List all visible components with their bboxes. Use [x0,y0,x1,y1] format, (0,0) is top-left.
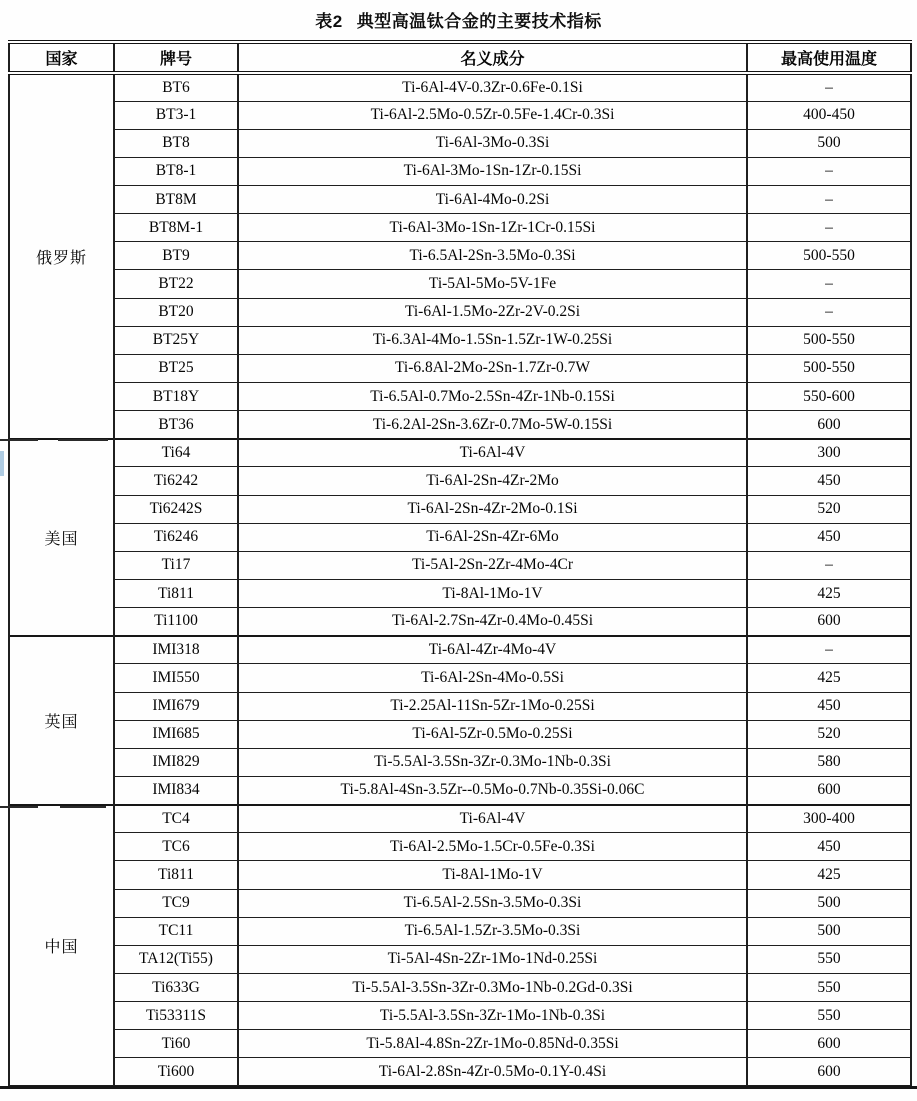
max-temp-cell: – [747,270,911,298]
table-row [9,974,911,1002]
grade-cell: BT25 [114,354,238,382]
country-cell: 中国 [9,805,114,1086]
max-temp-cell: – [747,186,911,214]
table-row [9,608,911,636]
col-header-country: 国家 [9,42,114,73]
composition-cell: Ti-8Al-1Mo-1V [238,861,747,889]
composition-cell: Ti-6Al-2Sn-4Zr-2Mo-0.1Si [238,495,747,523]
table-row [9,1058,911,1086]
table-row [9,748,911,776]
table-row [9,523,911,551]
composition-cell: Ti-5.8Al-4.8Sn-2Zr-1Mo-0.85Nd-0.35Si [238,1030,747,1058]
max-temp-cell: 500-550 [747,326,911,354]
max-temp-cell: 520 [747,720,911,748]
grade-cell: IMI550 [114,664,238,692]
table-row [9,383,911,411]
grade-cell: Ti64 [114,439,238,467]
table-title [0,7,917,32]
grade-cell: Ti811 [114,861,238,889]
max-temp-cell: 600 [747,1058,911,1086]
table-row [9,833,911,861]
table-row [9,73,911,101]
composition-cell: Ti-6Al-2.8Sn-4Zr-0.5Mo-0.1Y-0.4Si [238,1058,747,1086]
composition-cell: Ti-6.5Al-2Sn-3.5Mo-0.3Si [238,242,747,270]
max-temp-cell: – [747,73,911,101]
grade-cell: IMI679 [114,692,238,720]
max-temp-cell: 500-550 [747,242,911,270]
table-row [9,411,911,439]
table-row [9,777,911,805]
max-temp-cell: – [747,298,911,326]
col-header-grade: 牌号 [114,42,238,73]
header-row [9,42,911,73]
max-temp-cell: – [747,157,911,185]
country-cell: 俄罗斯 [9,73,114,439]
table-row [9,467,911,495]
composition-cell: Ti-6Al-2Sn-4Zr-2Mo [238,467,747,495]
composition-cell: Ti-6.5Al-0.7Mo-2.5Sn-4Zr-1Nb-0.15Si [238,383,747,411]
composition-cell: Ti-6.5Al-2.5Sn-3.5Mo-0.3Si [238,889,747,917]
grade-cell: BT18Y [114,383,238,411]
table-row [9,495,911,523]
composition-cell: Ti-6.2Al-2Sn-3.6Zr-0.7Mo-5W-0.15Si [238,411,747,439]
max-temp-cell: 600 [747,777,911,805]
grade-cell: Ti811 [114,580,238,608]
max-temp-cell: 550 [747,1002,911,1030]
composition-cell: Ti-6Al-2Sn-4Zr-6Mo [238,523,747,551]
grade-cell: Ti6246 [114,523,238,551]
grade-cell: Ti600 [114,1058,238,1086]
max-temp-cell: – [747,551,911,579]
composition-cell: Ti-5Al-5Mo-5V-1Fe [238,270,747,298]
composition-cell: Ti-6Al-4Zr-4Mo-4V [238,636,747,664]
composition-cell: Ti-5Al-2Sn-2Zr-4Mo-4Cr [238,551,747,579]
scan-line-artifact [60,806,106,808]
table-row [9,917,911,945]
max-temp-cell: 550-600 [747,383,911,411]
max-temp-cell: 425 [747,580,911,608]
max-temp-cell: 400-450 [747,101,911,129]
table-row [9,270,911,298]
grade-cell: BT3-1 [114,101,238,129]
grade-cell: Ti53311S [114,1002,238,1030]
table-row [9,861,911,889]
grade-cell: TC6 [114,833,238,861]
scan-blue-artifact [0,451,4,476]
table-row [9,945,911,973]
alloy-table [8,40,912,1087]
grade-cell: IMI834 [114,777,238,805]
max-temp-cell: 500-550 [747,354,911,382]
composition-cell: Ti-6Al-1.5Mo-2Zr-2V-0.2Si [238,298,747,326]
grade-cell: Ti6242S [114,495,238,523]
table-row [9,580,911,608]
grade-cell: Ti1100 [114,608,238,636]
grade-cell: IMI318 [114,636,238,664]
grade-cell: Ti17 [114,551,238,579]
table-row [9,242,911,270]
table-row [9,720,911,748]
table-row [9,101,911,129]
table-row [9,214,911,242]
grade-cell: TA12(Ti55) [114,945,238,973]
table-row [9,354,911,382]
composition-cell: Ti-5.8Al-4Sn-3.5Zr--0.5Mo-0.7Nb-0.35Si-0.06C [238,777,747,805]
max-temp-cell: 600 [747,1030,911,1058]
grade-cell: BT8-1 [114,157,238,185]
table-row [9,692,911,720]
grade-cell: TC11 [114,917,238,945]
col-header-composition: 名义成分 [238,42,747,73]
table-row [9,551,911,579]
table-row [9,805,911,833]
grade-cell: BT9 [114,242,238,270]
grade-cell: IMI685 [114,720,238,748]
composition-cell: Ti-6Al-3Mo-1Sn-1Zr-1Cr-0.15Si [238,214,747,242]
country-cell: 美国 [9,439,114,636]
scan-line-artifact [0,439,38,441]
grade-cell: BT36 [114,411,238,439]
grade-cell: BT8M [114,186,238,214]
grade-cell: Ti6242 [114,467,238,495]
composition-cell: Ti-8Al-1Mo-1V [238,580,747,608]
grade-cell: BT8M-1 [114,214,238,242]
grade-cell: TC4 [114,805,238,833]
max-temp-cell: 600 [747,411,911,439]
max-temp-cell: 550 [747,945,911,973]
table-row [9,298,911,326]
grade-cell: BT6 [114,73,238,101]
country-cell: 英国 [9,636,114,805]
composition-cell: Ti-6Al-4V [238,439,747,467]
table-row [9,439,911,467]
composition-cell: Ti-5.5Al-3.5Sn-3Zr-1Mo-1Nb-0.3Si [238,1002,747,1030]
max-temp-cell: 500 [747,129,911,157]
table-number: 表2 [315,12,343,31]
composition-cell: Ti-6.8Al-2Mo-2Sn-1.7Zr-0.7W [238,354,747,382]
grade-cell: BT25Y [114,326,238,354]
grade-cell: IMI829 [114,748,238,776]
table-row [9,1030,911,1058]
composition-cell: Ti-6Al-4V [238,805,747,833]
grade-cell: Ti633G [114,974,238,1002]
table-row [9,186,911,214]
table-row [9,664,911,692]
max-temp-cell: 450 [747,467,911,495]
scan-line-artifact [58,439,108,441]
max-temp-cell: 580 [747,748,911,776]
max-temp-cell: 550 [747,974,911,1002]
max-temp-cell: 425 [747,664,911,692]
max-temp-cell: 450 [747,692,911,720]
composition-cell: Ti-6Al-2.5Mo-1.5Cr-0.5Fe-0.3Si [238,833,747,861]
composition-cell: Ti-6Al-4Mo-0.2Si [238,186,747,214]
max-temp-cell: 450 [747,833,911,861]
composition-cell: Ti-2.25Al-11Sn-5Zr-1Mo-0.25Si [238,692,747,720]
composition-cell: Ti-6Al-5Zr-0.5Mo-0.25Si [238,720,747,748]
composition-cell: Ti-6Al-3Mo-0.3Si [238,129,747,157]
max-temp-cell: 500 [747,917,911,945]
table-row [9,129,911,157]
composition-cell: Ti-6Al-2.7Sn-4Zr-0.4Mo-0.45Si [238,608,747,636]
table-body [9,73,911,1086]
grade-cell: TC9 [114,889,238,917]
table-title-text: 典型高温钛合金的主要技术指标 [356,12,602,31]
grade-cell: BT22 [114,270,238,298]
table-row [9,636,911,664]
composition-cell: Ti-6.5Al-1.5Zr-3.5Mo-0.3Si [238,917,747,945]
max-temp-cell: 300-400 [747,805,911,833]
col-header-max-temp: 最高使用温度 [747,42,911,73]
max-temp-cell: 425 [747,861,911,889]
max-temp-cell: 450 [747,523,911,551]
composition-cell: Ti-5.5Al-3.5Sn-3Zr-0.3Mo-1Nb-0.3Si [238,748,747,776]
max-temp-cell: – [747,214,911,242]
scan-line-artifact [0,806,38,808]
max-temp-cell: 500 [747,889,911,917]
max-temp-cell: 520 [747,495,911,523]
max-temp-cell: 600 [747,608,911,636]
composition-cell: Ti-5Al-4Sn-2Zr-1Mo-1Nd-0.25Si [238,945,747,973]
max-temp-cell: 300 [747,439,911,467]
table-row [9,889,911,917]
bottom-rule-artifact [0,1086,917,1089]
table-row [9,1002,911,1030]
grade-cell: Ti60 [114,1030,238,1058]
composition-cell: Ti-5.5Al-3.5Sn-3Zr-0.3Mo-1Nb-0.2Gd-0.3Si [238,974,747,1002]
composition-cell: Ti-6Al-3Mo-1Sn-1Zr-0.15Si [238,157,747,185]
table-row [9,326,911,354]
composition-cell: Ti-6Al-2Sn-4Mo-0.5Si [238,664,747,692]
grade-cell: BT8 [114,129,238,157]
grade-cell: BT20 [114,298,238,326]
table-row [9,157,911,185]
composition-cell: Ti-6.3Al-4Mo-1.5Sn-1.5Zr-1W-0.25Si [238,326,747,354]
max-temp-cell: – [747,636,911,664]
composition-cell: Ti-6Al-4V-0.3Zr-0.6Fe-0.1Si [238,73,747,101]
composition-cell: Ti-6Al-2.5Mo-0.5Zr-0.5Fe-1.4Cr-0.3Si [238,101,747,129]
